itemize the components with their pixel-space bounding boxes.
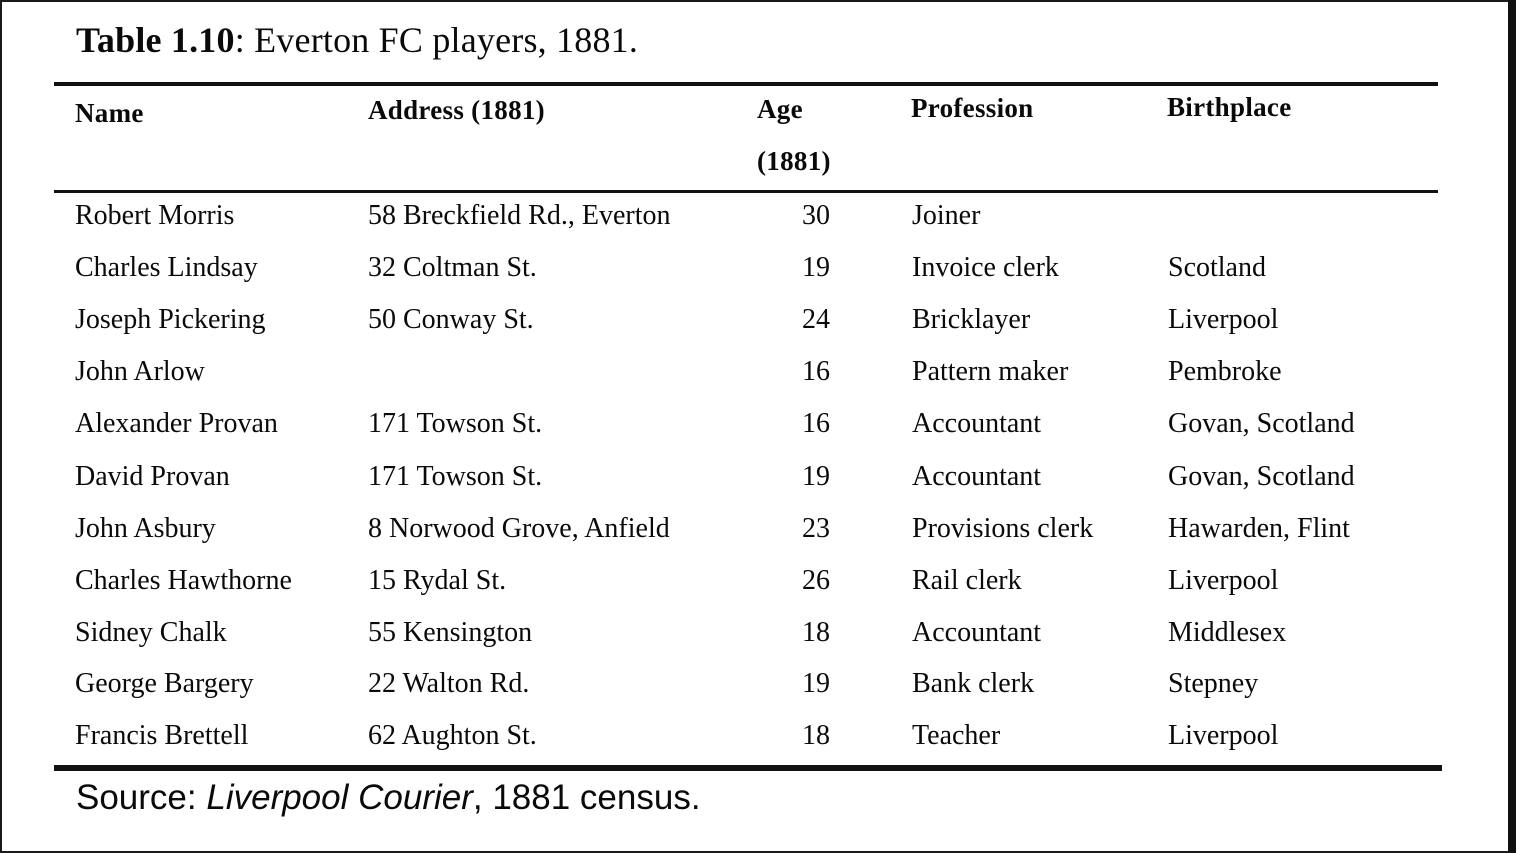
cell-address: 50 Conway St. xyxy=(368,304,534,335)
cell-age: 23 xyxy=(802,513,830,544)
header-profession: Profession xyxy=(911,93,1034,123)
cell-profession: Provisions clerk xyxy=(912,513,1094,544)
cell-name: Charles Hawthorne xyxy=(75,565,292,596)
cell-age: 19 xyxy=(802,252,830,283)
cell-name: Joseph Pickering xyxy=(75,304,266,335)
cell-age: 16 xyxy=(802,356,830,387)
cell-birthplace: Liverpool xyxy=(1168,720,1279,751)
cell-address: 8 Norwood Grove, Anfield xyxy=(368,513,670,544)
header-birthplace: Birthplace xyxy=(1167,92,1292,122)
cell-address: 55 Kensington xyxy=(368,617,533,648)
cell-address: 171 Towson St. xyxy=(368,408,543,439)
cell-name: John Arlow xyxy=(75,356,205,387)
cell-profession: Bricklayer xyxy=(912,304,1031,335)
page-edge-shadow xyxy=(1508,0,1516,853)
table-header-rule xyxy=(54,190,1438,193)
table-source-note xyxy=(76,780,701,815)
cell-age: 24 xyxy=(802,304,830,335)
cell-birthplace: Govan, Scotland xyxy=(1168,461,1355,492)
cell-age: 16 xyxy=(802,408,830,439)
source-publication: Liverpool Courier xyxy=(206,778,473,817)
cell-birthplace: Liverpool xyxy=(1168,304,1279,335)
table-number: Table 1.10 xyxy=(76,20,235,60)
cell-profession: Rail clerk xyxy=(912,565,1022,596)
cell-birthplace: Scotland xyxy=(1168,252,1266,283)
cell-profession: Bank clerk xyxy=(912,668,1035,699)
source-suffix: , 1881 census. xyxy=(472,778,701,817)
cell-profession: Accountant xyxy=(912,408,1042,439)
cell-name: Alexander Provan xyxy=(75,408,278,439)
cell-address: 22 Walton Rd. xyxy=(368,668,530,699)
cell-birthplace: Hawarden, Flint xyxy=(1168,513,1350,544)
cell-birthplace: Pembroke xyxy=(1168,356,1282,387)
cell-profession: Pattern maker xyxy=(912,356,1069,387)
cell-birthplace: Liverpool xyxy=(1168,565,1279,596)
cell-age: 19 xyxy=(802,668,830,699)
cell-name: Robert Morris xyxy=(75,200,235,231)
source-prefix: Source: xyxy=(76,778,207,817)
cell-profession: Accountant xyxy=(912,617,1042,648)
cell-name: David Provan xyxy=(75,461,230,492)
cell-profession: Joiner xyxy=(912,200,981,231)
cell-address: 58 Breckfield Rd., Everton xyxy=(368,200,671,231)
cell-profession: Invoice clerk xyxy=(912,252,1059,283)
cell-age: 19 xyxy=(802,461,830,492)
header-age: Age xyxy=(757,94,803,124)
cell-name: Sidney Chalk xyxy=(75,617,227,648)
cell-name: Francis Brettell xyxy=(75,720,249,751)
cell-address: 62 Aughton St. xyxy=(368,720,537,751)
header-age-year: (1881) xyxy=(757,146,831,176)
cell-profession: Teacher xyxy=(912,720,1001,751)
cell-name: George Bargery xyxy=(75,668,254,699)
cell-age: 18 xyxy=(802,720,830,751)
cell-address: 15 Rydal St. xyxy=(368,565,507,596)
header-name: Name xyxy=(75,98,144,128)
cell-age: 18 xyxy=(802,617,830,648)
cell-address: 32 Coltman St. xyxy=(368,252,537,283)
cell-name: Charles Lindsay xyxy=(75,252,258,283)
cell-address: 171 Towson St. xyxy=(368,461,543,492)
header-address: Address (1881) xyxy=(368,95,545,125)
cell-birthplace: Govan, Scotland xyxy=(1168,408,1355,439)
cell-age: 26 xyxy=(802,565,830,596)
cell-profession: Accountant xyxy=(912,461,1042,492)
cell-birthplace: Middlesex xyxy=(1168,617,1287,648)
cell-age: 30 xyxy=(802,200,830,231)
table-bottom-rule xyxy=(54,765,1442,771)
table-title xyxy=(76,22,638,58)
table-title-text: : Everton FC players, 1881. xyxy=(234,20,639,60)
cell-name: John Asbury xyxy=(75,513,216,544)
cell-birthplace: Stepney xyxy=(1168,668,1259,699)
table-top-rule xyxy=(54,82,1438,86)
